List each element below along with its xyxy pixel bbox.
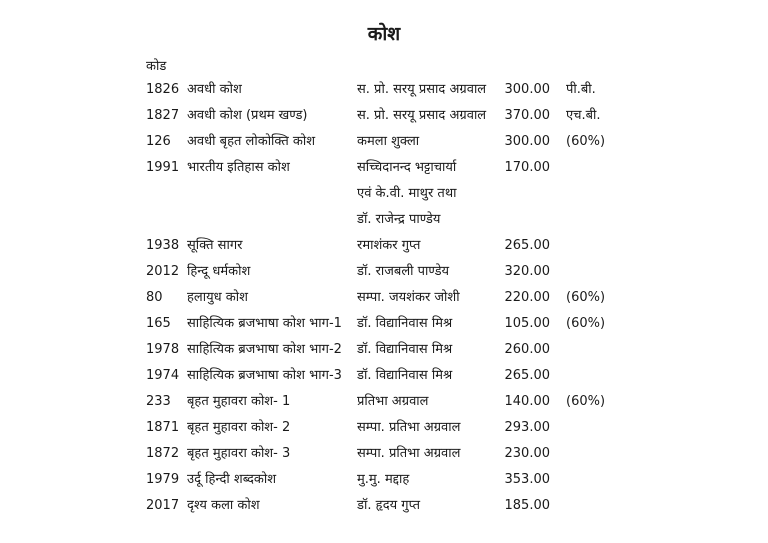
book-title: अवधी कोश (प्रथम खण्ड) — [187, 108, 308, 123]
book-note: (60%) — [566, 394, 606, 409]
book-note: एच.बी. — [566, 108, 601, 123]
book-price: 353.00 — [504, 472, 550, 487]
book-code: 1978 — [146, 342, 180, 357]
list-item — [0, 366, 768, 392]
book-author: मु.मु. मद्दाह — [357, 472, 410, 487]
book-note: (60%) — [566, 134, 606, 149]
book-author: सम्पा. जयशंकर जोशी — [357, 290, 460, 305]
book-title: सूक्ति सागर — [187, 238, 243, 253]
book-code: 1872 — [146, 446, 180, 461]
book-price: 293.00 — [504, 420, 550, 435]
list-item — [0, 210, 768, 236]
book-title: साहित्यिक ब्रजभाषा कोश भाग-1 — [187, 316, 342, 331]
book-price: 300.00 — [504, 134, 550, 149]
book-code: 1826 — [146, 82, 180, 97]
book-author: स. प्रो. सरयू प्रसाद अग्रवाल — [357, 82, 487, 97]
book-title: अवधी कोश — [187, 82, 242, 97]
book-code: 1938 — [146, 238, 180, 253]
book-title: बृहत मुहावरा कोश- 3 — [187, 446, 291, 461]
book-price: 185.00 — [504, 498, 550, 513]
book-author: डॉ. विद्यानिवास मिश्र — [357, 368, 453, 383]
list-item — [0, 392, 768, 418]
list-item — [0, 132, 768, 158]
book-list — [0, 80, 768, 522]
book-author: डॉ. विद्यानिवास मिश्र — [357, 316, 453, 331]
list-item — [0, 80, 768, 106]
list-item — [0, 184, 768, 210]
book-author: डॉ. विद्यानिवास मिश्र — [357, 342, 453, 357]
book-code: 1979 — [146, 472, 180, 487]
book-price: 320.00 — [504, 264, 550, 279]
book-author: सम्पा. प्रतिभा अग्रवाल — [357, 420, 461, 435]
book-price: 260.00 — [504, 342, 550, 357]
book-code: 1827 — [146, 108, 180, 123]
book-title: उर्दू हिन्दी शब्दकोश — [187, 472, 277, 487]
book-title: हलायुध कोश — [187, 290, 248, 305]
book-code: 80 — [146, 290, 163, 305]
book-author: कमला शुक्ला — [357, 134, 420, 149]
book-note: (60%) — [566, 290, 606, 305]
book-price: 265.00 — [504, 238, 550, 253]
list-item — [0, 236, 768, 262]
book-author: डॉ. राजेन्द्र पाण्डेय — [357, 212, 441, 227]
book-price: 140.00 — [504, 394, 550, 409]
list-item — [0, 158, 768, 184]
list-item — [0, 106, 768, 132]
book-code: 1974 — [146, 368, 180, 383]
book-note: पी.बी. — [566, 82, 596, 97]
book-price: 220.00 — [504, 290, 550, 305]
list-item — [0, 262, 768, 288]
list-item — [0, 444, 768, 470]
book-code: 2017 — [146, 498, 180, 513]
book-code: 2012 — [146, 264, 180, 279]
book-price: 300.00 — [504, 82, 550, 97]
book-author: डॉ. हृदय गुप्त — [357, 498, 421, 513]
list-item — [0, 314, 768, 340]
book-author: रमाशंकर गुप्त — [357, 238, 421, 253]
book-author: सच्चिदानन्द भट्टाचार्या — [357, 160, 457, 175]
list-item — [0, 340, 768, 366]
list-item — [0, 418, 768, 444]
book-title: साहित्यिक ब्रजभाषा कोश भाग-2 — [187, 342, 342, 357]
book-author: एवं के.वी. माथुर तथा — [357, 186, 457, 201]
book-author: प्रतिभा अग्रवाल — [357, 394, 429, 409]
book-title: साहित्यिक ब्रजभाषा कोश भाग-3 — [187, 368, 342, 383]
book-title: भारतीय इतिहास कोश — [187, 160, 290, 175]
list-item — [0, 496, 768, 522]
book-title: बृहत मुहावरा कोश- 2 — [187, 420, 291, 435]
list-item — [0, 470, 768, 496]
book-code: 1991 — [146, 160, 180, 175]
book-price: 170.00 — [504, 160, 550, 175]
book-title: दृश्य कला कोश — [187, 498, 260, 513]
list-item — [0, 288, 768, 314]
book-title: हिन्दू धर्मकोश — [187, 264, 251, 279]
book-code: 165 — [146, 316, 171, 331]
book-title: बृहत मुहावरा कोश- 1 — [187, 394, 291, 409]
book-code: 1871 — [146, 420, 180, 435]
book-author: सम्पा. प्रतिभा अग्रवाल — [357, 446, 461, 461]
book-author: स. प्रो. सरयू प्रसाद अग्रवाल — [357, 108, 487, 123]
book-price: 105.00 — [504, 316, 550, 331]
book-title: अवधी बृहत लोकोक्ति कोश — [187, 134, 316, 149]
code-column-header: कोड — [146, 59, 167, 74]
book-code: 126 — [146, 134, 171, 149]
book-price: 230.00 — [504, 446, 550, 461]
book-code: 233 — [146, 394, 171, 409]
book-price: 370.00 — [504, 108, 550, 123]
book-note: (60%) — [566, 316, 606, 331]
book-author: डॉ. राजबली पाण्डेय — [357, 264, 450, 279]
book-price: 265.00 — [504, 368, 550, 383]
page-title: कोश — [367, 23, 401, 45]
